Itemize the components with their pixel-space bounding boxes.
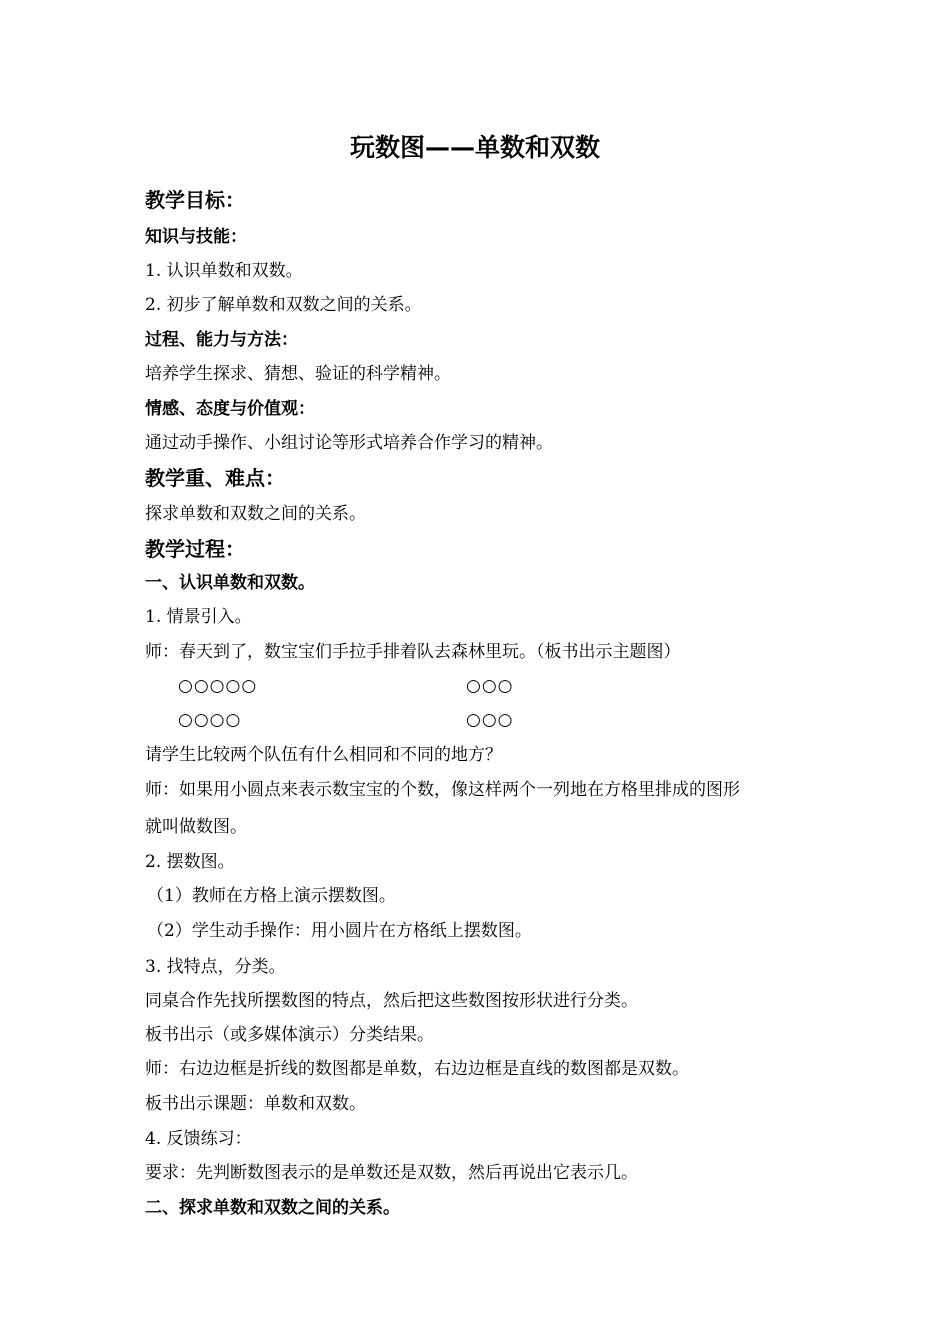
attitude-heading: 情感、态度与价值观： [145,399,315,419]
knowledge-heading: 知识与技能： [145,227,247,247]
step3: 3. 找特点，分类。 [145,957,286,977]
circles-row1-left: ○○○○○ [178,676,258,696]
step4: 4. 反馈练习： [145,1129,252,1149]
part2-heading: 二、探求单数和双数之间的关系。 [145,1198,400,1218]
teacher-line-2a: 师：如果用小圆点来表示数宝宝的个数，像这样两个一列地在方格里排成的图形 [145,780,740,800]
question-line: 请学生比较两个队伍有什么相同和不同的地方？ [145,745,502,765]
circles-row2-left: ○○○○ [178,710,242,730]
part1-heading: 一、认识单数和双数。 [145,573,315,593]
teacher-line-1: 师：春天到了，数宝宝们手拉手排着队去森林里玩。（板书出示主题图） [145,642,681,662]
teacher-line-2b: 就叫做数图。 [145,817,247,837]
board-line-1: 板书出示（或多媒体演示）分类结果。 [145,1025,434,1045]
keypoints-heading: 教学重、难点： [145,466,285,490]
step3-text: 同桌合作先找所摆数图的特点，然后把这些数图按形状进行分类。 [145,991,638,1011]
board-line-2: 板书出示课题：单数和双数。 [145,1094,366,1114]
process-text: 培养学生探求、猜想、验证的科学精神。 [145,364,451,384]
goals-heading: 教学目标： [145,188,245,212]
page-title: 玩数图——单数和双数 [349,133,600,162]
step1: 1. 情景引入。 [145,607,252,627]
circles-row1-right: ○○○ [466,676,514,696]
teacher-line-3: 师：右边边框是折线的数图都是单数，右边边框是直线的数图都是双数。 [145,1059,689,1079]
attitude-text: 通过动手操作、小组讨论等形式培养合作学习的精神。 [145,433,553,453]
knowledge-item-1: 1. 认识单数和双数。 [145,261,303,281]
procedure-heading: 教学过程： [145,537,245,561]
step2-1: （1）教师在方格上演示摆数图。 [147,886,396,906]
process-heading: 过程、能力与方法： [145,330,298,350]
step2: 2. 摆数图。 [145,852,235,872]
requirement-line: 要求：先判断数图表示的是单数还是双数，然后再说出它表示几。 [145,1163,638,1183]
keypoints-text: 探求单数和双数之间的关系。 [145,504,366,524]
knowledge-item-2: 2. 初步了解单数和双数之间的关系。 [145,295,422,315]
step2-2: （2）学生动手操作：用小圆片在方格纸上摆数图。 [147,921,532,941]
circles-row2-right: ○○○ [466,710,514,730]
